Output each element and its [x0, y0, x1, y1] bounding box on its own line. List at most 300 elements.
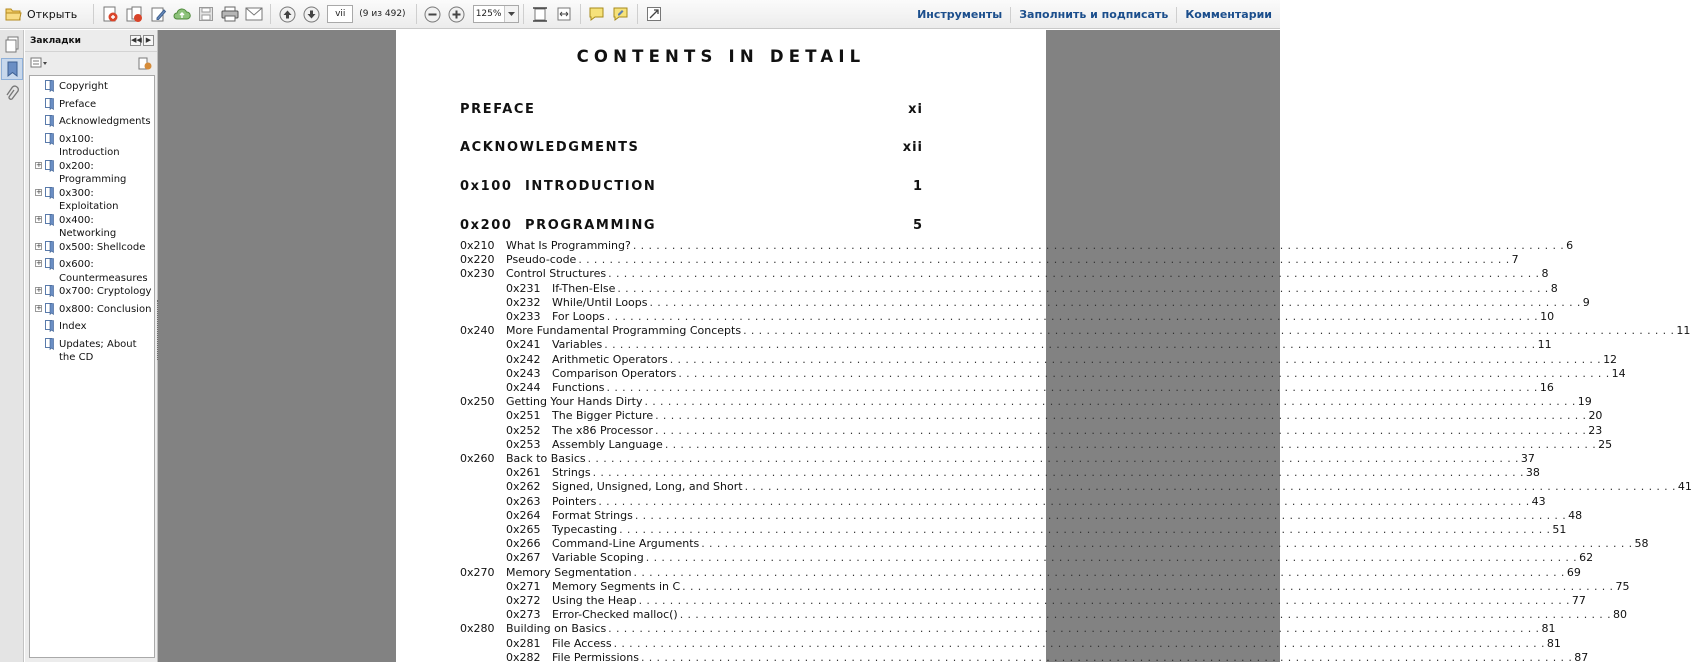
- expand-toggle-icon[interactable]: +: [36, 303, 42, 312]
- toc-page-number: 16: [1539, 381, 1554, 394]
- toc-entry[interactable]: [460, 480, 1692, 494]
- toc-section-code: 0x230: [460, 267, 495, 281]
- chapter-page-number: 5: [912, 218, 923, 233]
- expand-toggle-icon[interactable]: +: [36, 160, 42, 169]
- folder-icon: [5, 7, 22, 21]
- toc-section-title: Getting Your Hands Dirty: [506, 395, 643, 409]
- page-title: CONTENTS IN DETAIL: [576, 47, 866, 66]
- toc-section-title: The x86 Processor: [552, 423, 653, 437]
- toc-section-title: Using the Heap: [552, 594, 637, 607]
- toc-entry[interactable]: [460, 253, 1519, 267]
- comment-button[interactable]: [586, 3, 608, 25]
- toc-page-number: 12: [1603, 352, 1618, 366]
- toc-page-number: 81: [1546, 636, 1561, 650]
- bookmark-page-icon: [45, 320, 54, 337]
- save-icon: [198, 6, 214, 22]
- bookmark-label: 0x300: Exploitation: [59, 187, 119, 212]
- paperclip-icon: [5, 86, 19, 103]
- toc-section-code: 0x280: [460, 622, 495, 636]
- expand-toggle-icon[interactable]: +: [36, 214, 42, 223]
- toc-leader-line: [552, 409, 1603, 423]
- bookmark-item[interactable]: [30, 241, 154, 259]
- create-pdf-button[interactable]: [99, 3, 121, 25]
- pdf-page: [396, 30, 1692, 664]
- toc-leader-line: [552, 466, 1540, 480]
- toc-section-code: 0x242: [506, 352, 541, 366]
- toc-entry[interactable]: [460, 636, 1561, 651]
- toc-leader-line: [552, 352, 1618, 367]
- toc-entry[interactable]: [460, 338, 1552, 352]
- toolbar-separator: [93, 4, 94, 24]
- bookmark-page-icon: [45, 115, 54, 132]
- toc-page-number: 81: [1541, 622, 1556, 636]
- create-pdf-icon: [102, 6, 119, 23]
- cloud-upload-icon: [173, 6, 191, 22]
- toc-entry[interactable]: [460, 366, 1626, 381]
- chapter-number: 0x100: [460, 179, 513, 194]
- collapse-panel-button[interactable]: ◀◀: [131, 36, 142, 44]
- toc-leader-line: [506, 452, 1535, 466]
- toc-section-title: If-Then-Else: [552, 281, 616, 295]
- next-page-button[interactable]: [300, 3, 322, 25]
- toc-section-title: Back to Basics: [506, 452, 586, 465]
- toc-section-title: Format Strings: [552, 508, 633, 522]
- toc-entry[interactable]: [460, 295, 1590, 310]
- toc-leader-line: [552, 508, 1583, 523]
- toc-section-title: Control Structures: [506, 267, 607, 281]
- bookmark-label: 0x200: Programming: [59, 160, 127, 185]
- toc-section-title: Variable Scoping: [552, 551, 644, 565]
- toc-leader-line: [552, 366, 1626, 381]
- toc-leader-line: [506, 267, 1549, 281]
- toc-section-code: 0x233: [506, 310, 541, 323]
- email-button[interactable]: [243, 3, 265, 25]
- bookmark-item[interactable]: [30, 98, 154, 116]
- toc-entry[interactable]: [460, 395, 1592, 409]
- email-icon: [245, 7, 263, 21]
- toc-page-number: 51: [1552, 523, 1567, 536]
- bookmark-item[interactable]: [30, 320, 154, 338]
- toc-section-title: Functions: [552, 381, 605, 394]
- toc-entry[interactable]: [460, 622, 1556, 636]
- bookmark-page-icon: [45, 133, 54, 150]
- toc-leader-line: [552, 537, 1649, 551]
- highlight-button[interactable]: [610, 3, 632, 25]
- toc-dot-leader: . . . . . . . . . . . . . . . . . . . . . . . . . . . . . . . . . . . . . . . . . . . . . . . . . . . . . . . . . . . . . . . . . . . . . . . . . . . . . . . . . . . . . . . . . . . . . . . . . . . . . . . . . . . . . . . . . . . . . . . .: [608, 622, 1540, 636]
- zoom-out-button[interactable]: [422, 3, 444, 25]
- toc-section-title: Building on Basics: [506, 622, 607, 636]
- toc-page-number: 69: [1566, 565, 1581, 579]
- print-icon: [221, 6, 239, 22]
- bookmark-page-icon: [45, 285, 54, 302]
- toc-page-number: 11: [1537, 338, 1552, 352]
- toc-leader-line: [552, 579, 1630, 594]
- toc-section-code: 0x272: [506, 594, 541, 607]
- bookmark-item[interactable]: [30, 303, 154, 321]
- panel-menu-button[interactable]: ▶: [143, 35, 154, 46]
- minus-circle-icon: [424, 6, 441, 23]
- toc-section-title: What Is Programming?: [506, 239, 631, 252]
- toc-dot-leader: . . . . . . . . . . . . . . . . . . . . . . . . . . . . . . . . . . . . . . . . . . . . . . . . . . . . . . . . . . . . . . . . . . . . . . . . . . . . . . . . . . . . . . . . . . . . . . . . . . . . . . . . . . . . . . . . . . . . . . . .: [640, 650, 1573, 664]
- toc-section-code: 0x266: [506, 537, 541, 551]
- toc-page-number: 11: [1676, 324, 1691, 338]
- toc-entry[interactable]: [460, 409, 1603, 423]
- toc-dot-leader: . . . . . . . . . . . . . . . . . . . . . . . . . . . . . . . . . . . . . . . . . . . . . . . . . . . . . . . . . . . . . . . . . . . . . . . . . . . . . . . . . . . . . . . . . . . . . . . . . . . . . . . . . . . . . . . . . . . . . . . .: [744, 480, 1676, 494]
- bookmark-label: 0x600: Countermeasures: [59, 259, 148, 284]
- toc-dot-leader: . . . . . . . . . . . . . . . . . . . . . . . . . . . . . . . . . . . . . . . . . . . . . . . . . . . . . . . . . . . . . . . . . . . . . . . . . . . . . . . . . . . . . . . . . . . . . . . . . . . . . . . . . . . . . . . . . . . . . . . .: [617, 281, 1549, 295]
- toc-dot-leader: . . . . . . . . . . . . . . . . . . . . . . . . . . . . . . . . . . . . . . . . . . . . . . . . . . . . . . . . . . . . . . . . . . . . . . . . . . . . . . . . . . . . . . . . . . . . . . . . . . . . . . . . . . . . . . . . . . . . . . . .: [649, 295, 1581, 309]
- toc-dot-leader: . . . . . . . . . . . . . . . . . . . . . . . . . . . . . . . . . . . . . . . . . . . . . . . . . . . . . . . . . . . . . . . . . . . . . . . . . . . . . . . . . . . . . . . . . . . . . . . . . . . . . . . . . . . . . . . . . . . . . . . .: [592, 466, 1524, 480]
- expand-toggle-icon[interactable]: +: [36, 241, 42, 250]
- bookmark-item[interactable]: [30, 133, 154, 160]
- bookmark-item[interactable]: [30, 160, 154, 187]
- toc-page-number: 37: [1520, 452, 1535, 465]
- bookmarks-panel-header: [25, 30, 157, 52]
- toc-leader-line: [506, 622, 1556, 636]
- toc-dot-leader: . . . . . . . . . . . . . . . . . . . . . . . . . . . . . . . . . . . . . . . . . . . . . . . . . . . . . . . . . . . . . . . . . . . . . . . . . . . . . . . . . . . . . . . . . . . . . . . . . . . . . . . . . . . . . . . . . . . . . . . .: [619, 523, 1551, 536]
- document-view: [158, 30, 1692, 664]
- toc-dot-leader: . . . . . . . . . . . . . . . . . . . . . . . . . . . . . . . . . . . . . . . . . . . . . . . . . . . . . . . . . . . . . . . . . . . . . . . . . . . . . . . . . . . . . . . . . . . . . . . . . . . . . . . . . . . . . . . . . . . . . . . .: [678, 366, 1610, 380]
- toc-section-code: 0x252: [506, 423, 541, 437]
- previous-page-button[interactable]: [276, 3, 298, 25]
- edit-button[interactable]: [147, 3, 169, 25]
- bookmark-page-icon: [45, 98, 54, 115]
- toc-entry[interactable]: [460, 281, 1558, 296]
- zoom-select[interactable]: [473, 5, 519, 23]
- toc-entry[interactable]: [460, 352, 1618, 367]
- bookmarks-toolbar: [25, 52, 157, 74]
- toc-section-code: 0x240: [460, 324, 495, 338]
- attachments-button[interactable]: [1, 83, 23, 105]
- bookmark-page-icon: [45, 80, 54, 97]
- toc-page-number: 80: [1613, 608, 1627, 622]
- toc-leader-line: [552, 551, 1594, 565]
- toc-section-code: 0x231: [506, 281, 541, 295]
- bookmarks-button[interactable]: [1, 58, 23, 80]
- bookmark-label: Updates; About the CD: [59, 338, 137, 363]
- arrow-down-circle-icon: [303, 6, 320, 23]
- speech-bubble-icon: [588, 6, 605, 22]
- toc-page-number: 9: [1582, 295, 1590, 309]
- bookmark-settings-icon[interactable]: [138, 57, 152, 70]
- bookmark-page-icon: [45, 187, 54, 204]
- toc-section-title: More Fundamental Programming Concepts: [506, 324, 742, 338]
- bookmark-page-icon: [45, 160, 54, 177]
- fill-sign-link[interactable]: Заполнить и подписать: [1019, 8, 1169, 21]
- toc-dot-leader: . . . . . . . . . . . . . . . . . . . . . . . . . . . . . . . . . . . . . . . . . . . . . . . . . . . . . . . . . . . . . . . . . . . . . . . . . . . . . . . . . . . . . . . . . . . . . . . . . . . . . . . . . . . . . . . . . . . . . . . .: [654, 423, 1587, 437]
- toc-leader-line: [552, 494, 1546, 509]
- bookmark-item[interactable]: [30, 115, 154, 133]
- toc-section-code: 0x251: [506, 409, 541, 423]
- toc-leader-line: [552, 281, 1558, 296]
- toc-section-code: 0x273: [506, 608, 541, 622]
- fit-width-button[interactable]: [553, 3, 575, 25]
- edit-icon: [150, 6, 167, 23]
- toc-dot-leader: . . . . . . . . . . . . . . . . . . . . . . . . . . . . . . . . . . . . . . . . . . . . . . . . . . . . . . . . . . . . . . . . . . . . . . . . . . . . . . . . . . . . . . . . . . . . . . . . . . . . . . . . . . . . . . . . . . . . . . . .: [655, 409, 1587, 423]
- bookmark-label: Preface: [59, 98, 97, 110]
- arrow-up-circle-icon: [279, 6, 296, 23]
- toc-entry[interactable]: [460, 650, 1589, 665]
- toc-entry[interactable]: [460, 594, 1586, 608]
- toc-section-code: 0x253: [506, 437, 541, 451]
- toc-section-title: The Bigger Picture: [552, 409, 654, 423]
- toc-leader-line: [552, 310, 1555, 324]
- toc-entry[interactable]: [460, 239, 1574, 253]
- toc-entry[interactable]: [460, 437, 1613, 452]
- toc-section-code: 0x264: [506, 508, 541, 522]
- toc-page-number: 87: [1574, 650, 1589, 664]
- toc-entry[interactable]: [460, 267, 1549, 281]
- toc-section-code: 0x282: [506, 650, 541, 664]
- chapter-name: INTRODUCTION: [525, 179, 657, 194]
- page-thumbnails-icon: [5, 36, 20, 53]
- expand-icon: [646, 6, 662, 22]
- toc-section-code: 0x267: [506, 551, 541, 565]
- tools-link[interactable]: Инструменты: [917, 8, 1003, 21]
- toc-page-number: 23: [1588, 423, 1603, 437]
- toc-leader-line: [552, 636, 1561, 651]
- toc-section-title: File Access: [552, 636, 612, 650]
- toc-leader-line: [552, 295, 1590, 310]
- toc-section-code: 0x271: [506, 579, 541, 593]
- toc-page-number: 38: [1525, 466, 1540, 480]
- expand-toggle-icon[interactable]: +: [36, 187, 42, 196]
- bookmarks-panel: [25, 30, 158, 662]
- page-thumbnails-button[interactable]: [1, 33, 23, 55]
- open-button-label: Открыть: [27, 7, 78, 21]
- toc-dot-leader: . . . . . . . . . . . . . . . . . . . . . . . . . . . . . . . . . . . . . . . . . . . . . . . . . . . . . . . . . . . . . . . . . . . . . . . . . . . . . . . . . . . . . . . . . . . . . . . . . . . . . . . . . . . . . . . . . . . . . . . .: [633, 565, 1565, 579]
- toc-page-number: 48: [1568, 508, 1583, 522]
- toc-leader-line: [552, 381, 1554, 395]
- toolbar-separator: [523, 4, 524, 24]
- toc-dot-leader: . . . . . . . . . . . . . . . . . . . . . . . . . . . . . . . . . . . . . . . . . . . . . . . . . . . . . . . . . . . . . . . . . . . . . . . . . . . . . . . . . . . . . . . . . . . . . . . . . . . . . . . . . . . . . . . . . . . . . . . .: [701, 537, 1633, 551]
- toc-leader-line: [552, 650, 1589, 665]
- toc-chapter[interactable]: [460, 179, 923, 197]
- bookmark-label: Copyright: [59, 81, 108, 92]
- toc-dot-leader: . . . . . . . . . . . . . . . . . . . . . . . . . . . . . . . . . . . . . . . . . . . . . . . . . . . . . . . . . . . . . . . . . . . . . . . . . . . . . . . . . . . . . . . . . . . . . . . . . . . . . . . . . . . . . . . . . . . . . . . .: [578, 253, 1510, 267]
- toolbar: [0, 0, 1280, 29]
- toc-section-code: 0x210: [460, 239, 495, 252]
- toolbar-right-links: [909, 0, 1280, 29]
- expand-toggle-icon[interactable]: +: [36, 259, 42, 267]
- toc-dot-leader: . . . . . . . . . . . . . . . . . . . . . . . . . . . . . . . . . . . . . . . . . . . . . . . . . . . . . . . . . . . . . . . . . . . . . . . . . . . . . . . . . . . . . . . . . . . . . . . . . . . . . . . . . . . . . . . . . . . . . . . .: [604, 338, 1536, 352]
- chevron-down-icon[interactable]: [504, 6, 518, 22]
- combine-files-button[interactable]: [123, 3, 145, 25]
- toc-section-code: 0x250: [460, 395, 495, 409]
- toc-leader-line: [506, 253, 1519, 267]
- toc-section-title: Typecasting: [552, 523, 618, 536]
- toc-section-title: Memory Segments in C: [552, 579, 681, 593]
- toc-page-number: 8: [1541, 267, 1549, 281]
- toc-entry[interactable]: [460, 523, 1567, 537]
- toc-page-number: 19: [1577, 395, 1592, 409]
- toc-page-number: 8: [1550, 281, 1558, 295]
- toc-leader-line: [506, 395, 1592, 409]
- toc-page-number: 62: [1579, 551, 1594, 565]
- toc-leader-line: [506, 324, 1691, 338]
- toc-entry[interactable]: [460, 310, 1555, 324]
- toc-leader-line: [506, 565, 1581, 580]
- bookmarks-panel-title: Закладки: [30, 35, 81, 46]
- toc-section-code: 0x244: [506, 381, 541, 394]
- open-button[interactable]: [0, 2, 83, 26]
- toc-section-title: Arithmetic Operators: [552, 352, 668, 366]
- bookmark-label: 0x800: Conclusion: [59, 303, 152, 315]
- combine-files-icon: [126, 6, 143, 23]
- toc-dot-leader: . . . . . . . . . . . . . . . . . . . . . . . . . . . . . . . . . . . . . . . . . . . . . . . . . . . . . . . . . . . . . . . . . . . . . . . . . . . . . . . . . . . . . . . . . . . . . . . . . . . . . . . . . . . . . . . . . . . . . . . .: [606, 310, 1539, 323]
- toc-section-code: 0x243: [506, 366, 541, 380]
- toc-section-title: File Permissions: [552, 650, 639, 664]
- upload-button[interactable]: [171, 3, 193, 25]
- toc-entry[interactable]: [460, 579, 1630, 594]
- bookmark-page-icon: [45, 214, 54, 231]
- chapter-page-number: xi: [908, 102, 923, 117]
- toc-dot-leader: . . . . . . . . . . . . . . . . . . . . . . . . . . . . . . . . . . . . . . . . . . . . . . . . . . . . . . . . . . . . . . . . . . . . . . . . . . . . . . . . . . . . . . . . . . . . . . . . . . . . . . . . . . . . . . . . . . . . . . . .: [606, 381, 1538, 394]
- toc-page-number: 10: [1540, 310, 1555, 323]
- toc-section-title: Strings: [552, 466, 591, 480]
- navigation-pane-strip: [0, 30, 24, 662]
- bookmark-options-icon[interactable]: [30, 57, 48, 69]
- bookmark-item[interactable]: [30, 285, 154, 303]
- toc-dot-leader: . . . . . . . . . . . . . . . . . . . . . . . . . . . . . . . . . . . . . . . . . . . . . . . . . . . . . . . . . . . . . . . . . . . . . . . . . . . . . . . . . . . . . . . . . . . . . . . . . . . . . . . . . . . . . . . . . . . . . . . .: [632, 239, 1565, 252]
- bookmark-label: 0x500: Shellcode: [59, 241, 146, 253]
- toc-section-title: Pseudo-code: [506, 253, 577, 267]
- toc-entry[interactable]: [460, 565, 1581, 580]
- fit-width-icon: [556, 6, 572, 22]
- chapter-number: 0x200: [460, 218, 513, 233]
- bookmark-icon: [6, 61, 19, 77]
- toc-section-title: Comparison Operators: [552, 366, 677, 380]
- toc-page-number: 43: [1531, 494, 1546, 508]
- toolbar-separator: [416, 4, 417, 24]
- toc-dot-leader: . . . . . . . . . . . . . . . . . . . . . . . . . . . . . . . . . . . . . . . . . . . . . . . . . . . . . . . . . . . . . . . . . . . . . . . . . . . . . . . . . . . . . . . . . . . . . . . . . . . . . . . . . . . . . . . . . . . . . . . .: [682, 579, 1614, 593]
- toc-section-title: Error-Checked malloc(): [552, 608, 678, 622]
- toc-section-title: Assembly Language: [552, 437, 663, 451]
- bookmark-page-icon: [45, 241, 54, 258]
- toc-entry[interactable]: [460, 381, 1554, 395]
- toc-entry[interactable]: [460, 494, 1546, 509]
- bookmark-label: 0x400: Networking: [59, 214, 117, 239]
- toc-leader-line: [552, 437, 1613, 452]
- toc-section-title: Command-Line Arguments: [552, 537, 700, 551]
- highlighter-icon: [612, 6, 629, 22]
- toc-section-title: Memory Segmentation: [506, 565, 632, 579]
- toc-dot-leader: . . . . . . . . . . . . . . . . . . . . . . . . . . . . . . . . . . . . . . . . . . . . . . . . . . . . . . . . . . . . . . . . . . . . . . . . . . . . . . . . . . . . . . . . . . . . . . . . . . . . . . . . . . . . . . . . . . . . . . . .: [743, 324, 1675, 338]
- toc-section-code: 0x265: [506, 523, 541, 536]
- toc-leader-line: [552, 480, 1692, 494]
- toolbar-separator: [637, 4, 638, 24]
- bookmark-item[interactable]: [30, 80, 154, 98]
- fit-page-icon: [532, 6, 548, 23]
- toc-section-code: 0x241: [506, 338, 541, 352]
- chapter-name: PREFACE: [460, 102, 536, 117]
- expand-toggle-icon[interactable]: +: [36, 286, 42, 294]
- toc-chapter[interactable]: [460, 218, 923, 236]
- toc-entry[interactable]: [460, 551, 1594, 565]
- toc-entry[interactable]: [460, 324, 1691, 338]
- toc-section-code: 0x232: [506, 295, 541, 309]
- toc-leader-line: [552, 608, 1627, 622]
- toc-leader-line: [506, 239, 1574, 253]
- toc-leader-line: [552, 523, 1567, 537]
- page-count-label: (9 из 492): [359, 9, 406, 19]
- toc-chapter[interactable]: [460, 140, 923, 158]
- toc-dot-leader: . . . . . . . . . . . . . . . . . . . . . . . . . . . . . . . . . . . . . . . . . . . . . . . . . . . . . . . . . . . . . . . . . . . . . . . . . . . . . . . . . . . . . . . . . . . . . . . . . . . . . . . . . . . . . . . . . . . . . . . .: [634, 508, 1567, 522]
- toc-entry[interactable]: [460, 608, 1627, 622]
- toc-section-code: 0x263: [506, 494, 541, 508]
- bookmark-item[interactable]: [30, 258, 154, 285]
- toolbar-separator: [270, 4, 271, 24]
- bookmark-label: Index: [59, 321, 87, 332]
- toolbar-separator: [580, 4, 581, 24]
- toc-section-code: 0x270: [460, 565, 495, 579]
- toc-page-number: 25: [1598, 437, 1613, 451]
- toc-section-title: Variables: [552, 338, 603, 352]
- toc-dot-leader: . . . . . . . . . . . . . . . . . . . . . . . . . . . . . . . . . . . . . . . . . . . . . . . . . . . . . . . . . . . . . . . . . . . . . . . . . . . . . . . . . . . . . . . . . . . . . . . . . . . . . . . . . . . . . . . . . . . . . . . .: [645, 551, 1578, 565]
- toc-entry[interactable]: [460, 423, 1603, 438]
- toc-dot-leader: . . . . . . . . . . . . . . . . . . . . . . . . . . . . . . . . . . . . . . . . . . . . . . . . . . . . . . . . . . . . . . . . . . . . . . . . . . . . . . . . . . . . . . . . . . . . . . . . . . . . . . . . . . . . . . . . . . . . . . . .: [608, 267, 1540, 281]
- toc-page-number: 7: [1511, 253, 1519, 267]
- toc-entry[interactable]: [460, 508, 1583, 523]
- toc-dot-leader: . . . . . . . . . . . . . . . . . . . . . . . . . . . . . . . . . . . . . . . . . . . . . . . . . . . . . . . . . . . . . . . . . . . . . . . . . . . . . . . . . . . . . . . . . . . . . . . . . . . . . . . . . . . . . . . . . . . . . . . .: [638, 594, 1570, 607]
- toc-page-number: 77: [1571, 594, 1586, 607]
- toc-section-code: 0x281: [506, 636, 541, 650]
- toc-dot-leader: . . . . . . . . . . . . . . . . . . . . . . . . . . . . . . . . . . . . . . . . . . . . . . . . . . . . . . . . . . . . . . . . . . . . . . . . . . . . . . . . . . . . . . . . . . . . . . . . . . . . . . . . . . . . . . . . . . . . . . . .: [679, 608, 1611, 622]
- bookmarks-list: [29, 75, 155, 658]
- chapter-page-number: 1: [912, 179, 923, 194]
- zoom-in-button[interactable]: [446, 3, 468, 25]
- toc-page-number: 58: [1634, 537, 1649, 551]
- toc-dot-leader: . . . . . . . . . . . . . . . . . . . . . . . . . . . . . . . . . . . . . . . . . . . . . . . . . . . . . . . . . . . . . . . . . . . . . . . . . . . . . . . . . . . . . . . . . . . . . . . . . . . . . . . . . . . . . . . . . . . . . . . .: [587, 452, 1519, 465]
- toc-section-code: 0x220: [460, 253, 495, 267]
- toc-dot-leader: . . . . . . . . . . . . . . . . . . . . . . . . . . . . . . . . . . . . . . . . . . . . . . . . . . . . . . . . . . . . . . . . . . . . . . . . . . . . . . . . . . . . . . . . . . . . . . . . . . . . . . . . . . . . . . . . . . . . . . . .: [613, 636, 1545, 650]
- toc-section-title: For Loops: [552, 310, 605, 323]
- toc-page-number: 20: [1588, 409, 1603, 423]
- toc-dot-leader: . . . . . . . . . . . . . . . . . . . . . . . . . . . . . . . . . . . . . . . . . . . . . . . . . . . . . . . . . . . . . . . . . . . . . . . . . . . . . . . . . . . . . . . . . . . . . . . . . . . . . . . . . . . . . . . . . . . . . . . .: [669, 352, 1602, 366]
- toc-section-title: Pointers: [552, 494, 597, 508]
- toc-dot-leader: . . . . . . . . . . . . . . . . . . . . . . . . . . . . . . . . . . . . . . . . . . . . . . . . . . . . . . . . . . . . . . . . . . . . . . . . . . . . . . . . . . . . . . . . . . . . . . . . . . . . . . . . . . . . . . . . . . . . . . . .: [598, 494, 1530, 508]
- print-button[interactable]: [219, 3, 241, 25]
- bookmark-page-icon: [45, 303, 54, 320]
- toc-page-number: 41: [1677, 480, 1692, 494]
- toc-chapter[interactable]: [460, 102, 923, 120]
- save-button[interactable]: [195, 3, 217, 25]
- page-number-input[interactable]: vii: [327, 5, 353, 23]
- toc-entry[interactable]: [460, 452, 1535, 466]
- toc-page-number: 6: [1566, 239, 1574, 252]
- toc-page-number: 14: [1611, 366, 1626, 380]
- toc-entry[interactable]: [460, 537, 1649, 551]
- full-screen-button[interactable]: [643, 3, 665, 25]
- bookmark-item[interactable]: [30, 214, 154, 241]
- chapter-name: PROGRAMMING: [525, 218, 657, 233]
- toc-section-code: 0x260: [460, 452, 495, 465]
- fit-page-button[interactable]: [529, 3, 551, 25]
- bookmark-label: 0x100: Introduction: [59, 133, 120, 158]
- toc-leader-line: [552, 594, 1586, 608]
- chapter-page-number: xii: [902, 140, 923, 155]
- toc-section-title: While/Until Loops: [552, 295, 648, 309]
- toc-leader-line: [552, 423, 1603, 438]
- plus-circle-icon: [448, 6, 465, 23]
- bookmark-label: 0x700: Cryptology: [59, 286, 152, 297]
- bookmark-item[interactable]: [30, 187, 154, 214]
- bookmark-item[interactable]: [30, 338, 154, 365]
- bookmark-page-icon: [45, 338, 54, 355]
- toc-entry[interactable]: [460, 466, 1540, 480]
- comments-link[interactable]: Комментарии: [1185, 8, 1272, 21]
- zoom-value: 125%: [475, 9, 502, 19]
